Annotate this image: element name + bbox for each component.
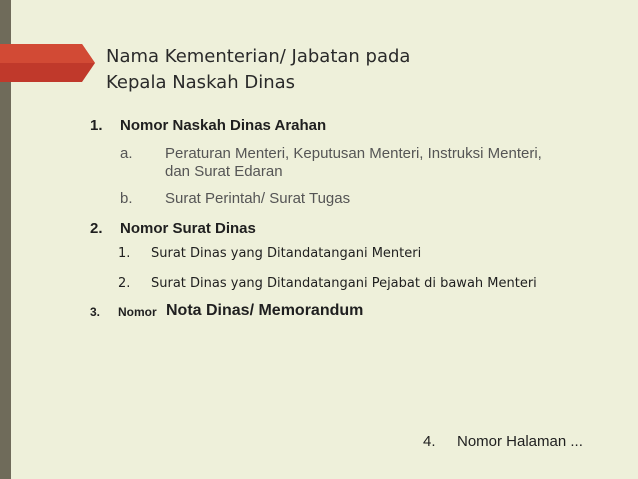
sub-item-text: Surat Dinas yang Ditandatangani Menteri xyxy=(151,246,422,261)
title-line-1: Nama Kementerian/ Jabatan pada xyxy=(106,46,411,67)
sub-item-marker: b. xyxy=(120,190,133,207)
sub-item-marker: 2. xyxy=(118,276,131,291)
title-arrow-shape xyxy=(0,44,95,82)
sub-item-text-line2: dan Surat Edaran xyxy=(165,163,283,180)
list-item-label: Nomor Halaman ... xyxy=(457,433,583,450)
list-item-label: Nomor Surat Dinas xyxy=(120,220,256,237)
sub-item-marker: a. xyxy=(120,145,133,162)
title-line-2: Kepala Naskah Dinas xyxy=(106,72,296,93)
slide-title xyxy=(106,44,410,96)
sub-item-marker: 1. xyxy=(118,246,131,261)
sub-item-text: Surat Dinas yang Ditandatangani Pejabat di bawah Menteri xyxy=(151,276,537,291)
list-number: 3. xyxy=(90,305,101,319)
list-number: 1. xyxy=(90,117,103,134)
list-item-label: Nomor Naskah Dinas Arahan xyxy=(120,117,327,134)
list-item-label: Nota Dinas/ Memorandum xyxy=(166,302,364,319)
list-number: 4. xyxy=(423,433,436,450)
sub-item-text-line1: Peraturan Menteri, Keputusan Menteri, Instruksi Menteri, xyxy=(165,145,542,162)
list-number: 2. xyxy=(90,220,103,237)
sub-item-text: Surat Perintah/ Surat Tugas xyxy=(165,190,351,207)
list-item-label-prefix: Nomor xyxy=(118,305,157,319)
